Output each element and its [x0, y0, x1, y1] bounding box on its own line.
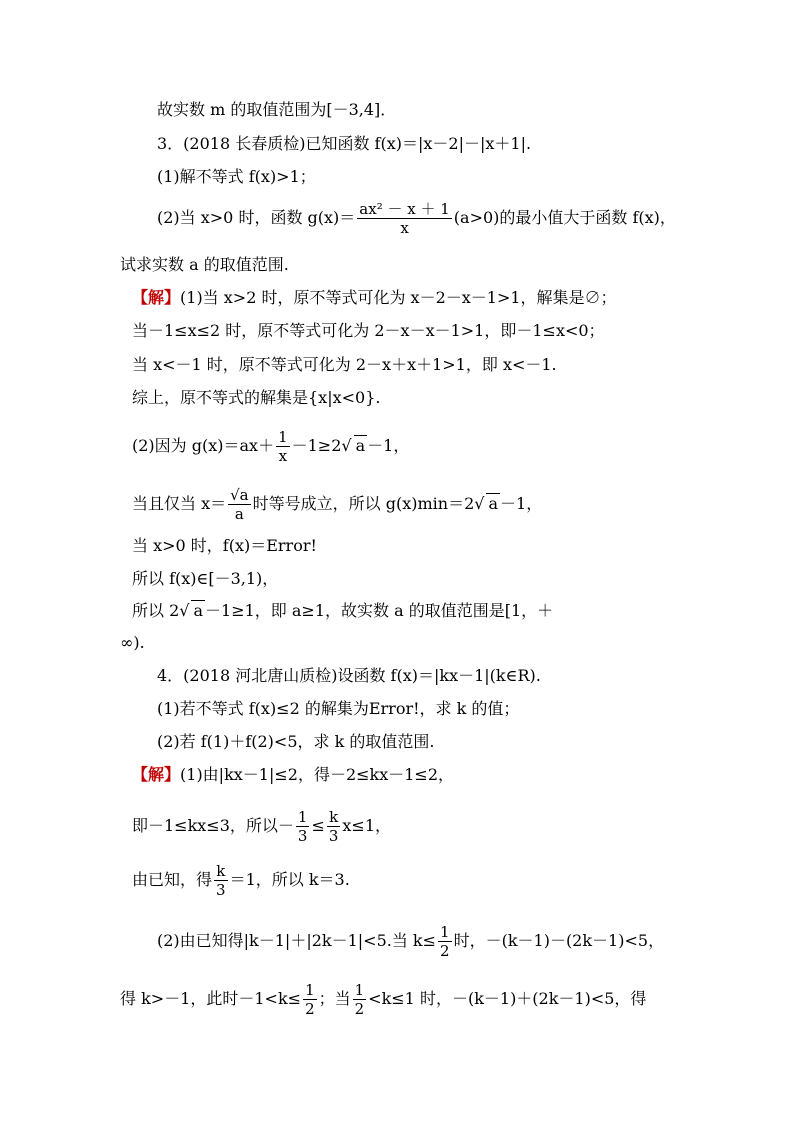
fraction-numerator: k	[327, 808, 341, 827]
fraction-numerator: 1	[354, 981, 365, 999]
text-line	[132, 808, 391, 845]
fraction-numerator: 1	[297, 808, 308, 826]
text-span: 即－1≤kx≤3，所以－	[132, 816, 294, 835]
fraction	[214, 862, 228, 899]
sqrt-sign: √	[179, 601, 190, 620]
text-span: (a>0)的最小值大于函数 f(x)，	[453, 208, 676, 227]
solution-4-line-1	[132, 765, 454, 785]
text-line	[132, 862, 350, 899]
fraction	[296, 808, 310, 845]
text-line	[132, 355, 557, 375]
fraction-denominator: x	[278, 447, 288, 465]
text-span: (1)解不等式 f(x)>1；	[157, 167, 316, 186]
text-span: 所以 2	[132, 601, 180, 620]
fraction-denominator: 2	[440, 942, 450, 960]
text-span: <k≤1 时，－(k－1)＋(2k－1)<5，得	[368, 989, 647, 1008]
text-span: 当且仅当 x＝	[132, 494, 227, 513]
text-span: －1，	[500, 494, 543, 513]
text-span: 当－1≤x≤2 时，原不等式可化为 2－x－x－1>1，即－1≤x<0；	[132, 321, 605, 340]
fraction-numerator: 1	[440, 923, 450, 941]
text-line	[132, 321, 605, 341]
text-line	[120, 633, 145, 653]
fraction	[327, 808, 341, 845]
text-span: 时等号成立，所以 g(x)min＝2	[252, 494, 475, 513]
text-line	[157, 100, 396, 120]
text-span: 时，－(k－1)－(2k－1)<5，	[453, 931, 665, 950]
fraction	[357, 200, 452, 237]
text-span: ∞).	[120, 633, 145, 652]
text-span: 得 k>－1，此时－1<k≤	[120, 989, 302, 1008]
text-span: (2)由已知得|k－1|＋|2k－1|<5.当 k≤	[157, 931, 437, 950]
text-line	[132, 428, 409, 465]
solution-tag: 【解】	[132, 288, 181, 307]
text-line	[132, 569, 278, 589]
fraction	[438, 923, 452, 960]
text-line	[132, 600, 553, 621]
text-line	[132, 486, 542, 523]
fraction-numerator: ax² － x ＋ 1	[359, 200, 450, 218]
text-span: －1，	[367, 436, 410, 455]
fraction	[353, 981, 367, 1018]
text-span: 故实数 m 的取值范围为[－3,4]．	[157, 100, 397, 119]
text-line	[157, 923, 664, 960]
text-line	[120, 981, 646, 1018]
problem-3-part-1	[157, 167, 316, 187]
fraction	[276, 428, 290, 465]
text-span: －1≥2	[291, 436, 342, 455]
fraction-denominator: 3	[216, 881, 226, 899]
text-span: 综上，原不等式的解集是{x|x<0}.	[132, 388, 381, 407]
solution-tag: 【解】	[132, 765, 181, 784]
sqrt-sign: √	[474, 494, 485, 513]
fraction-denominator: 3	[297, 827, 308, 845]
fraction-denominator: 2	[305, 1000, 315, 1018]
solution-3-line-1	[132, 288, 617, 308]
fraction	[303, 981, 317, 1018]
text-span: ；当	[318, 989, 351, 1008]
problem-4-title	[157, 666, 541, 686]
fraction-denominator: 2	[354, 1000, 365, 1018]
text-span: (1)由|kx－1|≤2，得－2≤kx－1≤2，	[180, 765, 455, 784]
sqrt-radicand: a	[488, 494, 499, 513]
problem-4-part-2	[157, 732, 434, 752]
text-span: －1≥1，即 a≥1，故实数 a 的取值范围是[1，＋	[205, 601, 554, 620]
text-span: (1)若不等式 f(x)≤2 的解集为Error!，求 k 的值；	[157, 699, 520, 718]
text-span: 由已知，得	[132, 870, 213, 889]
text-span: ≤	[311, 816, 325, 835]
fraction-denominator: 3	[328, 827, 339, 845]
problem-3-title	[157, 134, 531, 154]
text-span: 3．(2018 长春质检)已知函数 f(x)＝|x－2|－|x＋1|.	[157, 134, 532, 153]
problem-4-part-1	[157, 699, 519, 719]
text-span: 当 x<－1 时，原不等式可化为 2－x＋x＋1>1，即 x<－1.	[132, 355, 557, 374]
fraction-denominator: x	[400, 219, 409, 237]
text-span: (2)当 x>0 时，函数 g(x)＝	[157, 208, 356, 227]
text-span: x≤1，	[342, 816, 392, 835]
text-span: (2)若 f(1)＋f(2)<5，求 k 的取值范围.	[157, 732, 435, 751]
sqrt-radicand: a	[355, 436, 366, 455]
sqrt-sign: √	[341, 436, 352, 455]
text-span: (2)因为 g(x)＝ax＋	[132, 436, 275, 455]
text-line	[132, 536, 317, 556]
text-span: 当 x>0 时，f(x)＝Error!	[132, 536, 317, 555]
sqrt-radicand: a	[193, 601, 204, 620]
text-span: 4．(2018 河北唐山质检)设函数 f(x)＝|kx－1|(k∈R).	[157, 666, 541, 685]
fraction-numerator: k	[214, 862, 228, 881]
text-span: (1)当 x>2 时，原不等式可化为 x－2－x－1>1，解集是∅；	[180, 288, 617, 307]
problem-3-part-2	[157, 200, 676, 237]
fraction-numerator: 1	[305, 981, 315, 999]
fraction-denominator: a	[234, 505, 244, 523]
fraction	[228, 486, 251, 523]
fraction-numerator: √a	[230, 486, 249, 504]
text-span: ＝1，所以 k＝3.	[229, 870, 350, 889]
text-span: 所以 f(x)∈[－3,1)，	[132, 569, 279, 588]
fraction-numerator: 1	[278, 428, 288, 446]
text-line	[120, 255, 289, 275]
text-line	[132, 388, 380, 408]
text-span: 试求实数 a 的取值范围.	[120, 255, 289, 274]
